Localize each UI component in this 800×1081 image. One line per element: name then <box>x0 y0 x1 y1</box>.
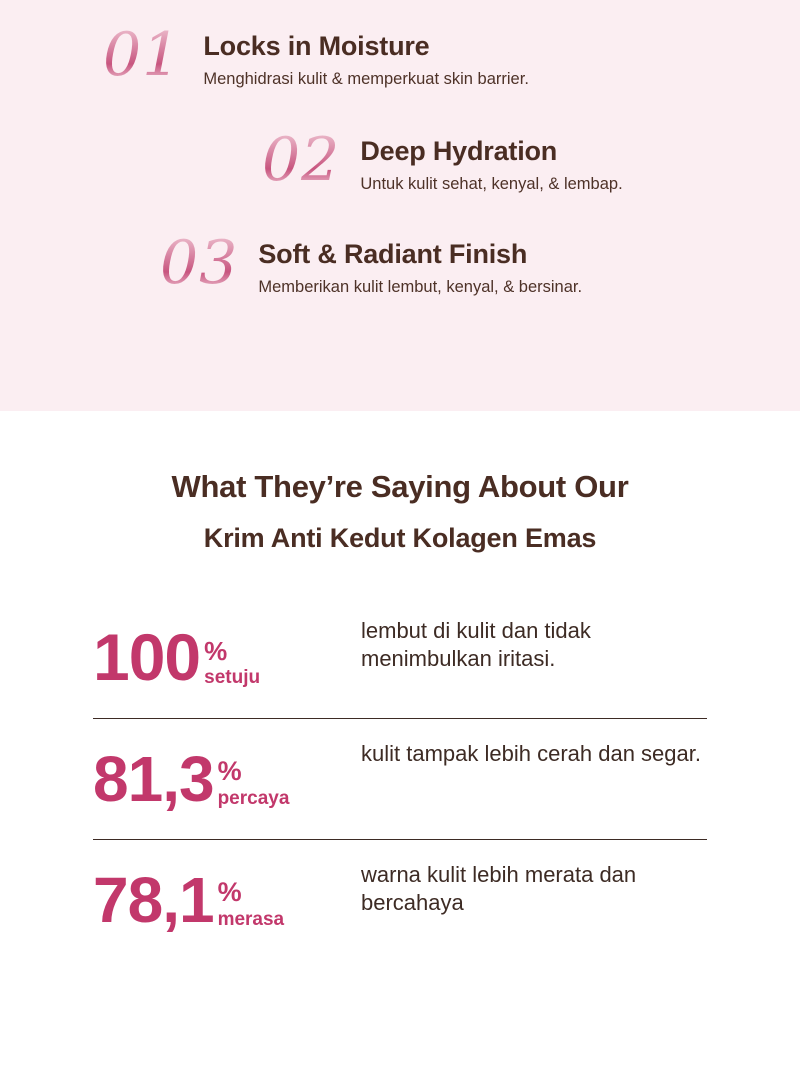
benefit-title-1: Locks in Moisture <box>203 31 430 61</box>
stat-figure-1 <box>93 611 361 695</box>
benefit-text-2 <box>360 130 622 195</box>
stat-description-3: warna kulit lebih merata dan bercahaya <box>361 862 637 916</box>
stat-description-1: lembut di kulit dan tidak menimbulkan iritasi. <box>361 618 591 672</box>
benefit-number-3: 03 <box>160 228 239 298</box>
benefit-item-2 <box>262 125 623 195</box>
stat-figure-2 <box>93 732 361 816</box>
stats-list <box>93 598 707 960</box>
testimonial-heading-line2: Krim Anti Kedut Kolagen Emas <box>203 523 597 553</box>
benefit-title-3: Soft & Radiant Finish <box>258 239 528 269</box>
benefit-subtitle-3: Memberikan kulit lembut, kenyal, & bersinar. <box>258 278 583 297</box>
benefit-item-3 <box>160 228 583 298</box>
stat-value-2: 81,3 <box>93 743 214 816</box>
stat-word-2: percaya <box>217 788 290 809</box>
benefit-subtitle-1: Menghidrasi kulit & memperkuat skin barrier. <box>203 70 529 89</box>
stat-percent-2: % <box>217 756 242 786</box>
benefit-number-1: 01 <box>103 20 182 90</box>
stat-percent-3: % <box>217 877 242 907</box>
benefit-text-1 <box>203 25 529 90</box>
stat-word-3: merasa <box>217 909 285 930</box>
testimonial-heading <box>0 411 800 554</box>
stat-unit-2 <box>218 758 290 810</box>
stat-word-1: setuju <box>204 667 261 688</box>
stat-row <box>93 839 707 960</box>
benefit-text-3 <box>258 233 582 298</box>
benefits-panel <box>0 0 800 411</box>
stat-value-1: 100 <box>93 620 201 695</box>
benefit-subtitle-2: Untuk kulit sehat, kenyal, & lembap. <box>360 175 623 194</box>
stat-figure-3 <box>93 853 361 937</box>
benefit-number-2: 02 <box>262 125 341 195</box>
benefit-title-2: Deep Hydration <box>360 136 558 166</box>
stat-value-3: 78,1 <box>93 864 214 937</box>
stat-row <box>93 598 707 718</box>
stat-unit-3 <box>218 879 285 931</box>
stat-description-2: kulit tampak lebih cerah dan segar. <box>361 741 701 766</box>
stat-percent-1: % <box>204 636 228 666</box>
benefit-item-1 <box>103 20 529 90</box>
stat-unit-1 <box>204 638 260 689</box>
testimonial-stats-section <box>0 411 800 960</box>
stat-row <box>93 718 707 839</box>
testimonial-heading-line1: What They’re Saying About Our <box>171 469 629 504</box>
